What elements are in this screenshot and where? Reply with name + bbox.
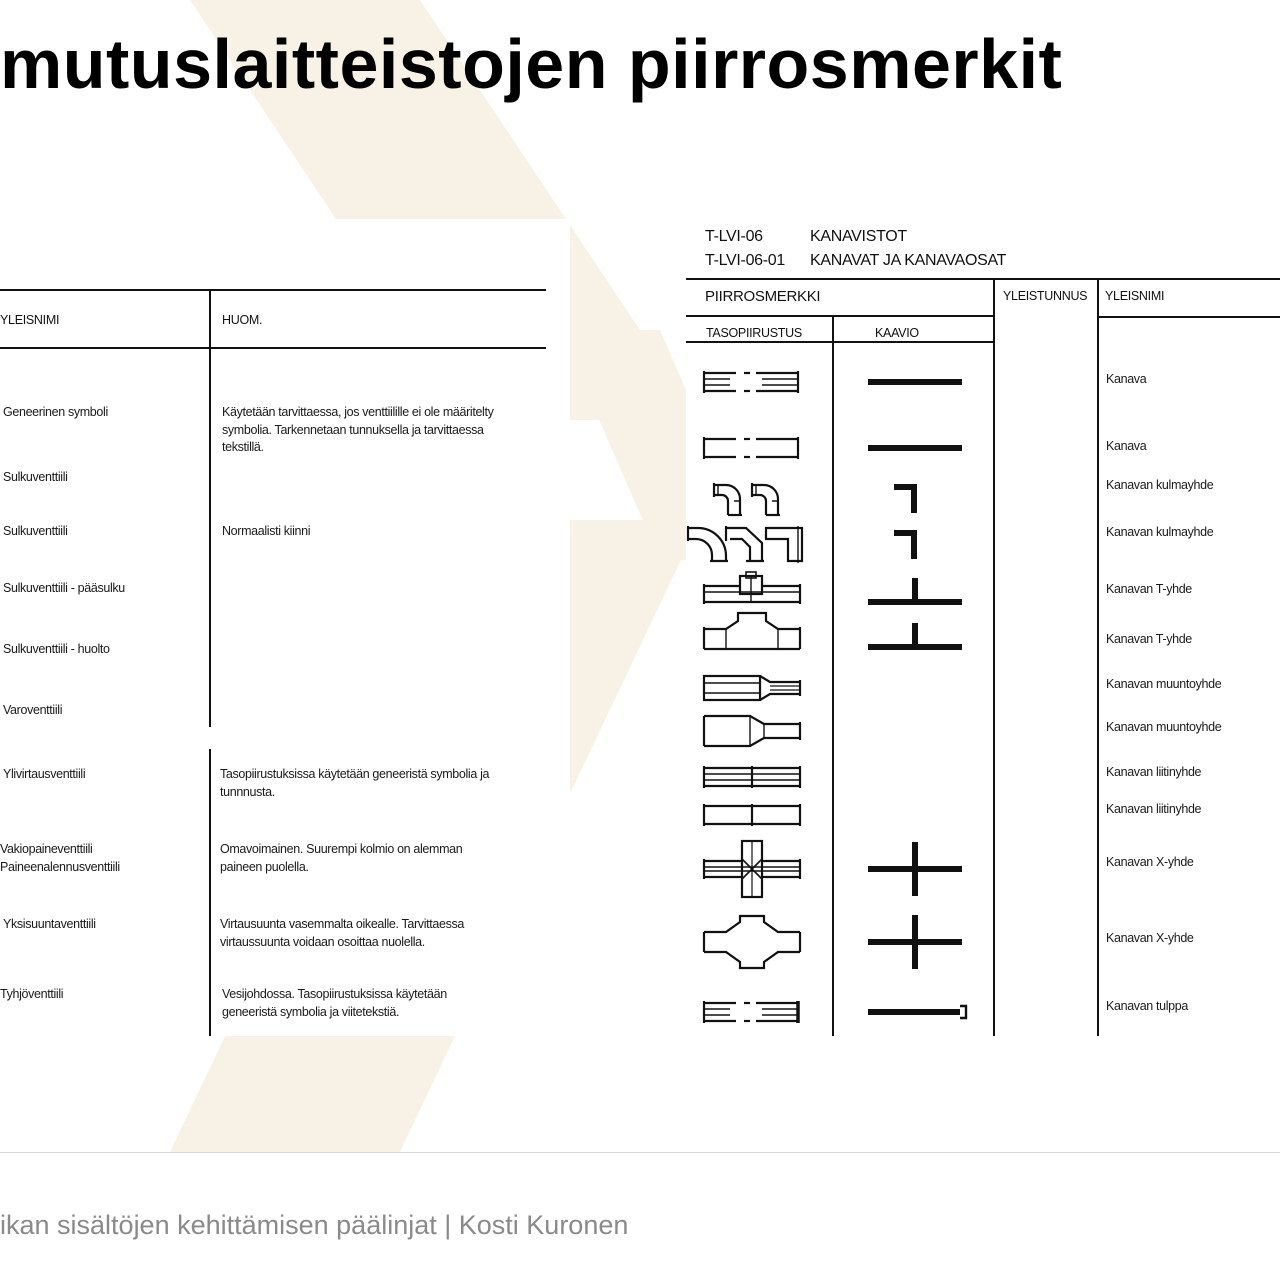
subsection-code: T-LVI-06-01 (705, 252, 785, 269)
table-header-rule (0, 347, 546, 349)
duct-item-name: Kanavan T-yhde (1106, 582, 1192, 596)
duct-plug-icon (704, 1001, 798, 1023)
tee-icon (868, 578, 962, 602)
duct-cross-small-icon (704, 841, 800, 897)
table-top-rule (0, 289, 546, 291)
duct-item-name: Kanavan tulppa (1106, 999, 1188, 1013)
row-name: Sulkuventtiili - pääsulku (3, 581, 125, 595)
duct-tee-small-icon (704, 572, 800, 604)
duct-item-name: Kanavan kulmayhde (1106, 478, 1214, 492)
duct-item-name: Kanavan liitinyhde (1106, 802, 1202, 816)
header-plan: TASOPIIRUSTUS (706, 326, 802, 340)
duct-double-line-icon (704, 371, 798, 393)
symbols-drawing (686, 219, 1280, 1036)
duct-item-name: Kanavan X-yhde (1106, 855, 1194, 869)
section-code: T-LVI-06 (705, 228, 763, 245)
duct-symbol-table (686, 219, 1280, 1036)
duct-cross-large-icon (704, 916, 800, 968)
duct-item-name: Kanavan X-yhde (1106, 931, 1194, 945)
column-divider-lower (209, 749, 211, 1036)
subsection-title: KANAVAT JA KANAVAOSAT (810, 252, 1007, 269)
cross-icon (868, 915, 962, 969)
row-note: Vesijohdossa. Tasopiirustuksissa käytetään geneeristä symbolia ja viitetekstiä. (222, 987, 447, 1019)
row-name: Varoventtiili (3, 703, 63, 717)
duct-elbow-small-icon (714, 483, 780, 515)
footer-divider (0, 1152, 1280, 1153)
duct-reducer-large-icon (704, 716, 800, 746)
row-name: Sulkuventtiili (3, 470, 68, 484)
row-name: Ylivirtausventtiili (3, 767, 86, 781)
header-diagram: KAAVIO (875, 326, 919, 340)
duct-connector-single-icon (704, 804, 800, 826)
column-header-note: HUOM. (222, 313, 263, 327)
row-note: Omavoimainen. Suurempi kolmio on alemman paineen puolella. (220, 842, 463, 874)
section-title: KANAVISTOT (810, 228, 907, 245)
duct-single-line-icon (704, 437, 798, 459)
row-name: Sulkuventtiili - huolto (3, 642, 110, 656)
row-name: Vakiopaineventtiili Paineenalennusventtiili (0, 842, 120, 874)
duct-item-name: Kanava (1106, 439, 1147, 453)
duct-tee-large-icon (704, 613, 800, 649)
tee-icon (868, 623, 962, 647)
duct-item-name: Kanavan muuntoyhde (1106, 677, 1222, 691)
row-note: Tasopiirustuksissa käytetään geneeristä symbolia ja tunnnusta. (220, 767, 490, 799)
header-name: YLEISNIMI (1105, 289, 1165, 303)
row-note: Normaalisti kiinni (222, 524, 311, 538)
plug-icon (868, 1006, 966, 1018)
duct-item-name: Kanavan T-yhde (1106, 632, 1192, 646)
row-note: Käytetään tarvittaessa, jos venttiilille ei ole määritelty symbolia. Tarkennetaan tunnuksella ja tarvittaessa tekstillä. (222, 405, 494, 454)
duct-item-name: Kanavan kulmayhde (1106, 525, 1214, 539)
row-name: Sulkuventtiili (3, 524, 68, 538)
row-name: Geneerinen symboli (3, 405, 108, 419)
row-name: Yksisuuntaventtiili (3, 917, 96, 931)
valve-symbol-table (0, 219, 570, 1036)
row-name: Tyhjöventtiili (0, 987, 64, 1001)
elbow-icon (894, 487, 914, 513)
column-divider (209, 289, 211, 727)
duct-item-name: Kanavan muuntoyhde (1106, 720, 1222, 734)
cross-icon (868, 842, 962, 896)
column-header-name: YLEISNIMI (0, 313, 60, 327)
row-note: Virtausuunta vasemmalta oikealle. Tarvittaessa virtaussuunta voidaan osoittaa nuolella. (220, 917, 464, 949)
footer-text: ikan sisältöjen kehittämisen päälinjat | Kosti Kuronen (0, 1210, 629, 1240)
slide-title: mutuslaitteistojen piirrosmerkit (0, 25, 1063, 103)
duct-elbow-large-icon (688, 526, 802, 563)
duct-item-name: Kanavan liitinyhde (1106, 765, 1202, 779)
header-symbols: PIIRROSMERKKI (705, 288, 821, 305)
duct-connector-double-icon (704, 766, 800, 788)
header-code: YLEISTUNNUS (1003, 289, 1088, 303)
elbow-icon (894, 533, 914, 559)
duct-reducer-small-icon (704, 676, 800, 700)
duct-item-name: Kanava (1106, 372, 1147, 386)
